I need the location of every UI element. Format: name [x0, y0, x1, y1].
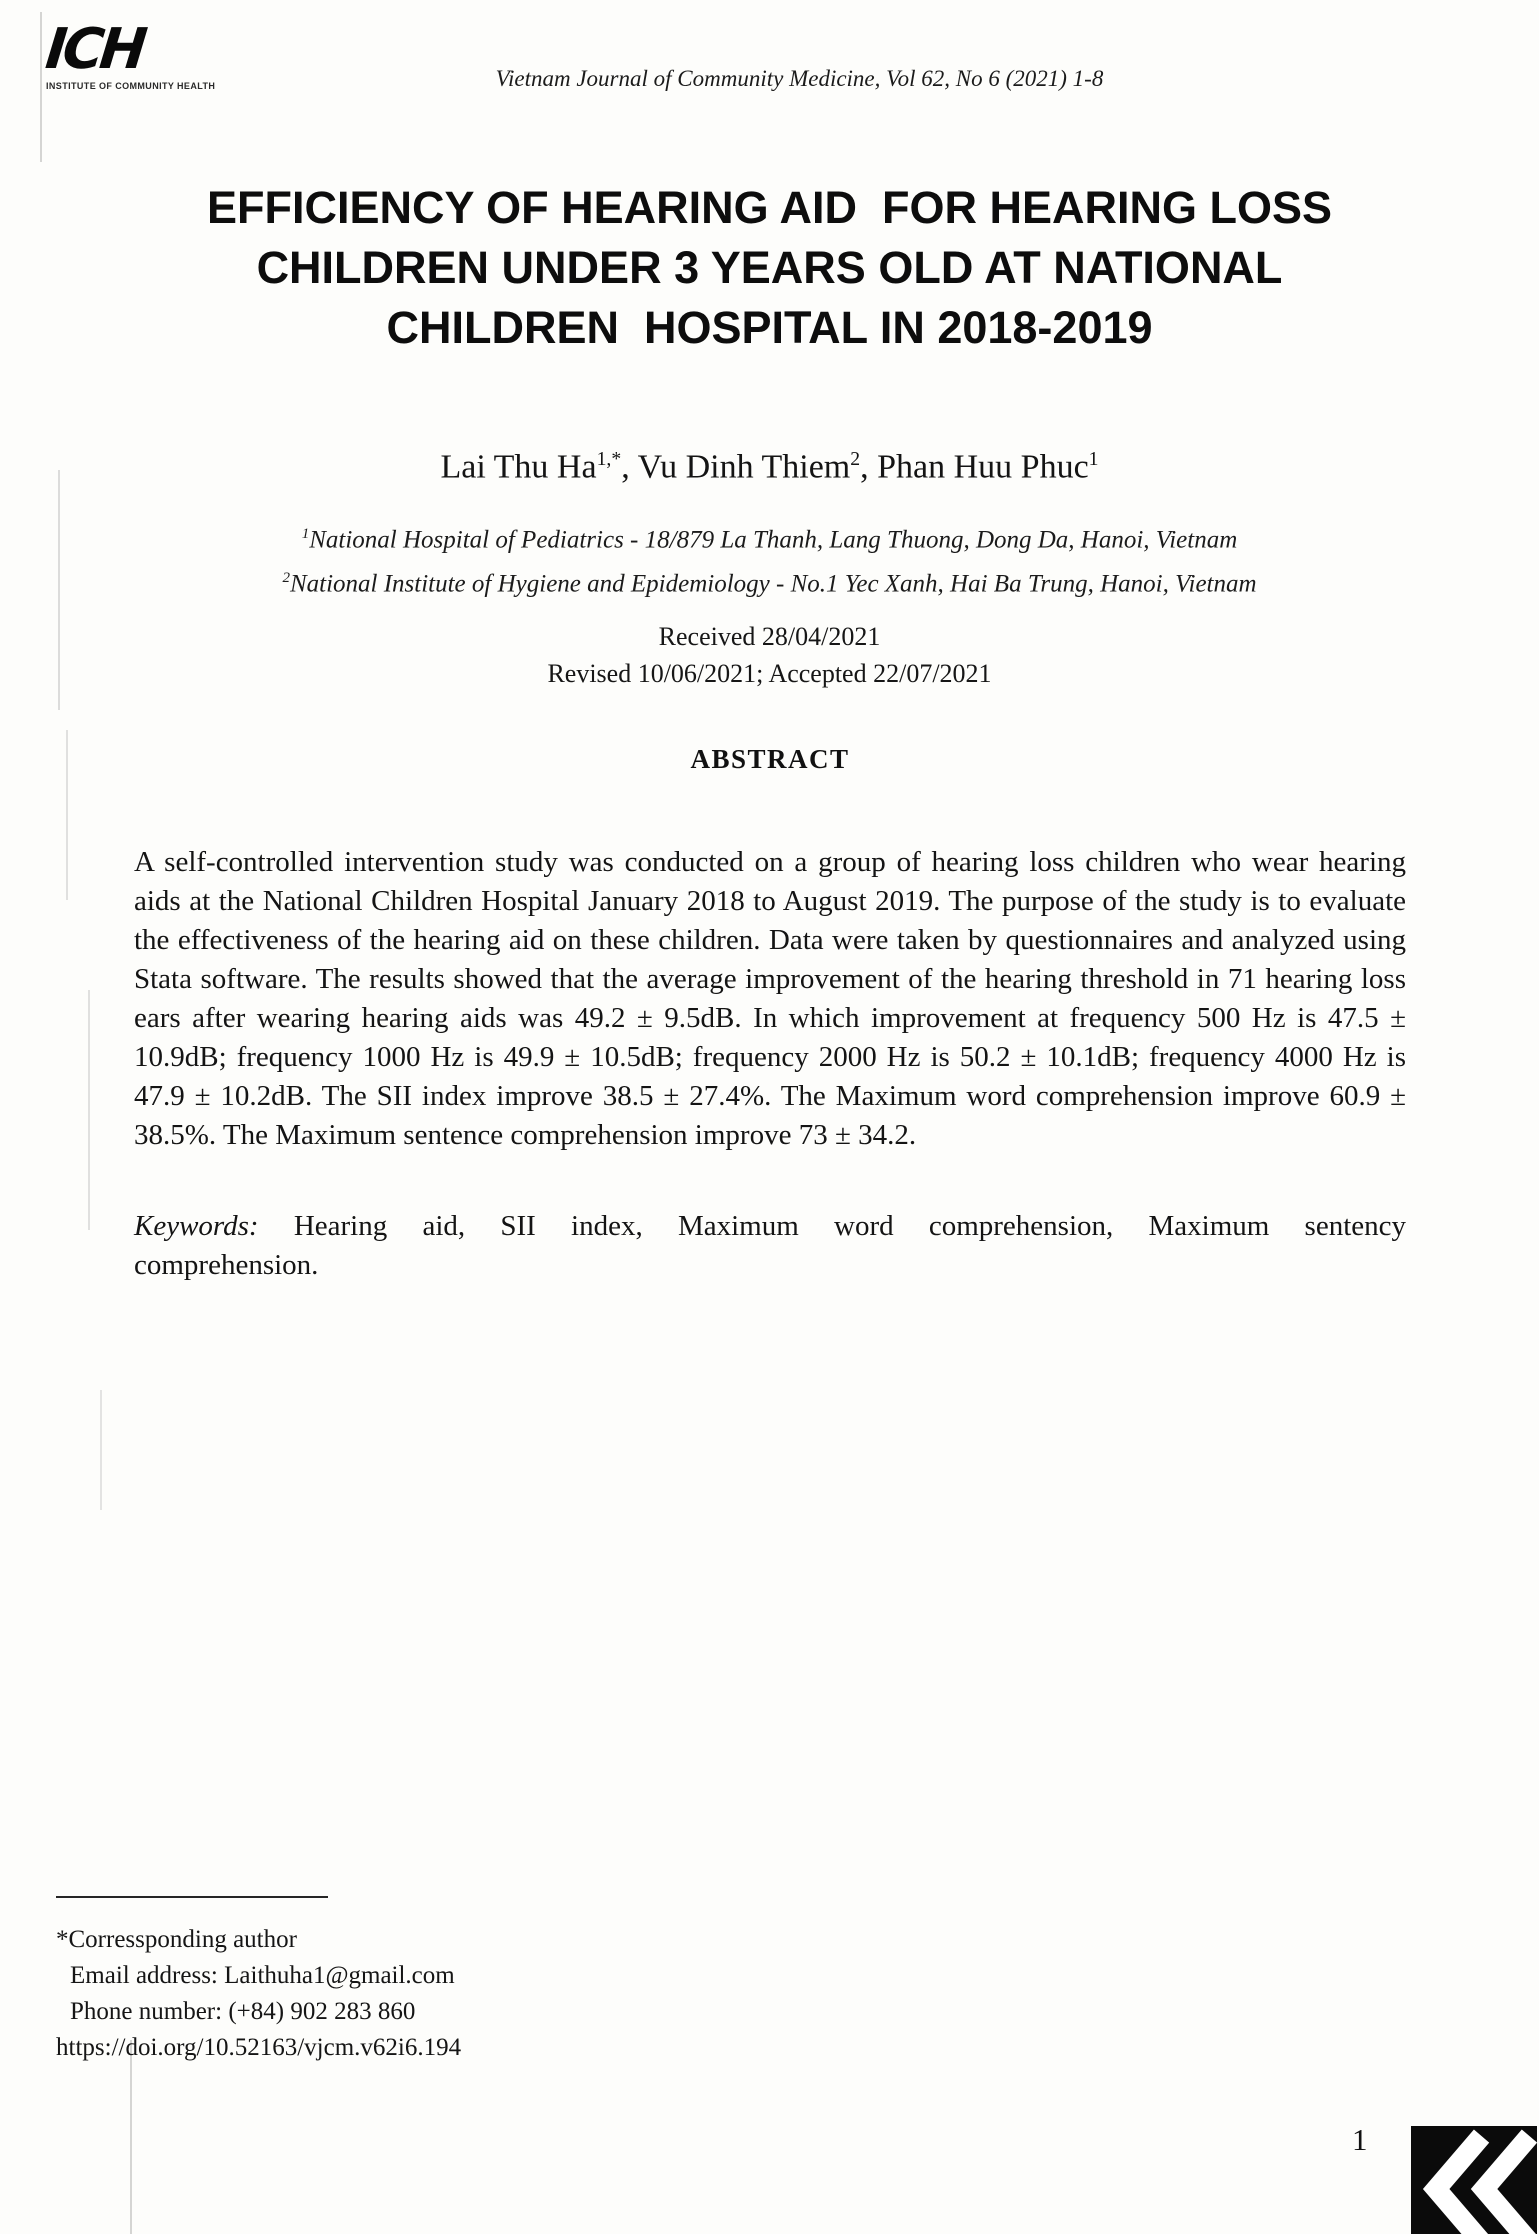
scan-artifact-line: [100, 1390, 102, 1510]
affiliation-2-text: National Institute of Hygiene and Epidemiology - No.1 Yec Xanh, Hai Ba Trung, Hanoi, Vietnam: [289, 570, 1257, 598]
footnote-block: [56, 1896, 461, 2066]
scan-artifact-line: [88, 990, 90, 1230]
author-separator: ,: [621, 448, 638, 486]
paper-title: [60, 178, 1479, 358]
revised-accepted-date: Revised 10/06/2021; Accepted 22/07/2021: [547, 659, 992, 688]
title-line-1: EFFICIENCY OF HEARING AID FOR HEARING LOSS: [206, 182, 1333, 233]
keywords-text: Hearing aid, SII index, Maximum word comprehension, Maximum sentency comprehension.: [134, 1210, 1406, 1281]
title-line-3: CHILDREN HOSPITAL IN 2018-2019: [386, 302, 1153, 353]
keywords-label: Keywords:: [134, 1210, 259, 1242]
scan-artifact-line: [40, 12, 42, 162]
author-name-2: Vu Dinh Thiem: [637, 448, 851, 486]
abstract-section: [134, 744, 1406, 1285]
ich-logo-text: ICH: [42, 17, 147, 82]
journal-header-line: Vietnam Journal of Community Medicine, Vol 62, No 6 (2021) 1-8: [495, 66, 1104, 91]
affiliation-2: [0, 559, 1539, 603]
author-separator: ,: [860, 448, 878, 486]
abstract-heading: ABSTRACT: [690, 744, 850, 774]
affiliation-1-text: National Hospital of Pediatrics - 18/879 La Thanh, Lang Thuong, Dong Da, Hanoi, Vietnam: [309, 526, 1238, 554]
authors-line: [0, 448, 1539, 486]
double-chevron-left-icon: [1411, 2126, 1537, 2234]
affiliation-1-marker: 1: [301, 526, 310, 542]
title-line-2: CHILDREN UNDER 3 YEARS OLD AT NATIONAL: [256, 242, 1283, 293]
author-name-3: Phan Huu Phuc: [877, 448, 1089, 486]
affiliations-block: [0, 515, 1539, 604]
email-address-line: Email address: Laithuha1@gmail.com: [70, 1962, 455, 1989]
scan-artifact-line: [66, 730, 68, 900]
affiliation-1: [0, 515, 1539, 559]
page-number: 1: [1352, 2122, 1368, 2157]
author-affiliation-marker-3: 1: [1088, 448, 1099, 470]
scan-artifact-line: [130, 2040, 132, 2234]
ich-logo-subtext: INSTITUTE OF COMMUNITY HEALTH: [46, 81, 216, 91]
doi-line: https://doi.org/10.52163/vjcm.v62i6.194: [56, 2034, 462, 2061]
author-affiliation-marker-2: 2: [850, 448, 861, 470]
author-name-1: Lai Thu Ha: [440, 448, 597, 486]
dates-block: [0, 618, 1539, 692]
phone-number-line: Phone number: (+84) 902 283 860: [70, 1998, 416, 2025]
corresponding-author-note: *Corressponding author: [56, 1926, 297, 1953]
author-affiliation-marker-1: 1,*: [596, 448, 622, 470]
abstract-body: A self-controlled intervention study was conducted on a group of hearing loss children who wear hearing aids at the National Children Hospital January 2018 to August 2019. The purpose of the study is to evaluate the effectiveness of the hearing aid on these children. Data were taken by questionnaires and analyzed using Stata software. The results showed that the average improvement of the hearing threshold in 71 hearing loss ears after wearing hearing aids was 49.2 ± 9.5dB. In which improvement at frequency 500 Hz is 47.5 ± 10.9dB; frequency 1000 Hz is 49.9 ± 10.5dB; frequency 2000 Hz is 50.2 ± 10.1dB; frequency 4000 Hz is 47.9 ± 10.2dB. The SII index improve 38.5 ± 27.4%. The Maximum word comprehension improve 60.9 ± 38.5%. The Maximum sentence comprehension improve 73 ± 34.2.: [134, 846, 1406, 1151]
footnote-rule: [56, 1896, 328, 1898]
affiliation-2-marker: 2: [282, 570, 290, 587]
keywords-line: [134, 1207, 1406, 1285]
received-date: Received 28/04/2021: [658, 622, 881, 651]
